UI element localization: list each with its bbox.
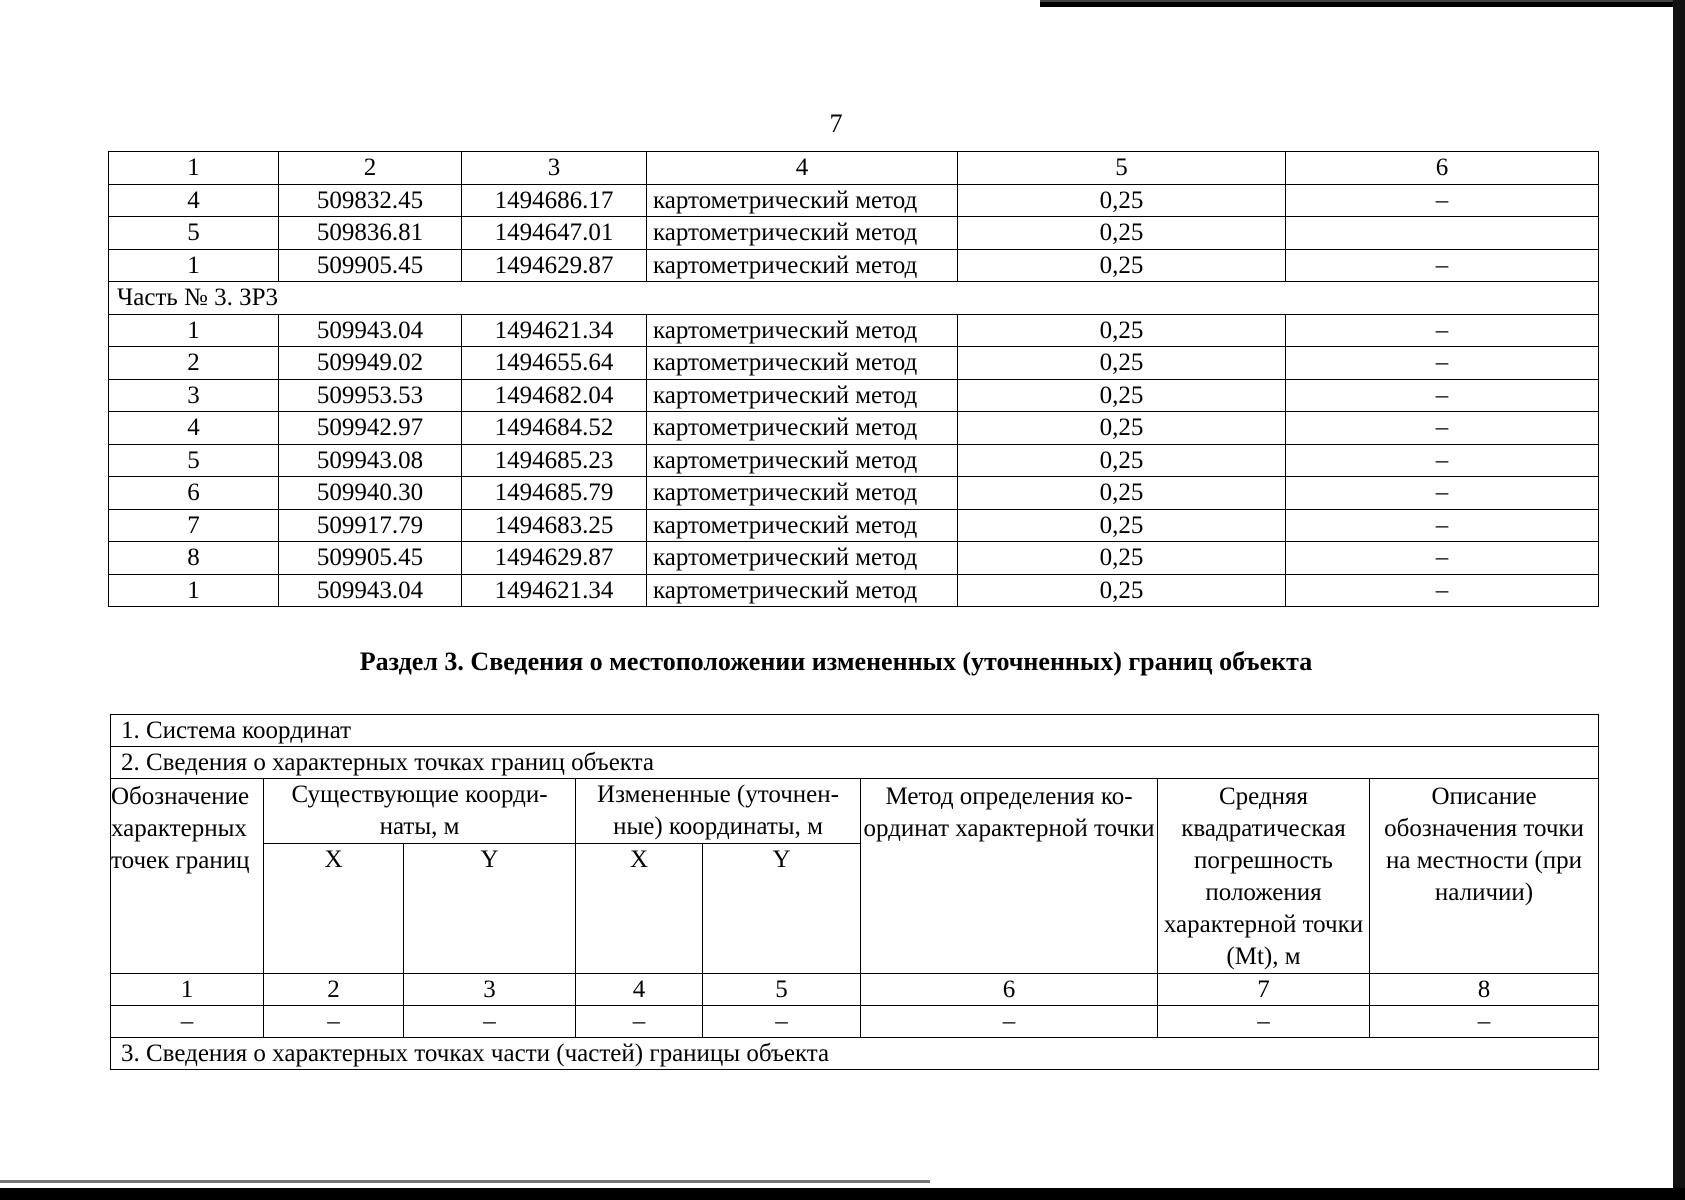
error-header: Средняя квадратическая погрешность положения характерной точки (Mt), м xyxy=(1158,779,1370,974)
existing-coords-header: Существующие коорди- наты, м xyxy=(264,779,576,844)
parts-info-row xyxy=(111,1038,1599,1070)
point-number: 5 xyxy=(109,444,279,477)
error-value: 0,25 xyxy=(958,444,1286,477)
point-number: 2 xyxy=(109,347,279,380)
points-info-row xyxy=(111,747,1599,779)
error-value: 0,25 xyxy=(958,509,1286,542)
column-header: 4 xyxy=(647,152,958,185)
dash-cell: – xyxy=(1370,1006,1599,1038)
coordinates-table xyxy=(108,151,1599,607)
column-number-row xyxy=(111,974,1599,1006)
table-row xyxy=(109,574,1599,607)
method: картометрический метод xyxy=(647,217,958,250)
point-number: 5 xyxy=(109,217,279,250)
table-row xyxy=(109,314,1599,347)
dash-cell: – xyxy=(111,1006,264,1038)
table-row xyxy=(109,249,1599,282)
error-value: 0,25 xyxy=(958,249,1286,282)
x-coordinate: 509905.45 xyxy=(279,542,462,575)
y-coordinate: 1494629.87 xyxy=(462,542,647,575)
error-value: 0,25 xyxy=(958,314,1286,347)
y-coordinate: 1494683.25 xyxy=(462,509,647,542)
description: – xyxy=(1286,477,1599,510)
method: картометрический метод xyxy=(647,249,958,282)
y-coordinate: 1494629.87 xyxy=(462,249,647,282)
x-coordinate: 509953.53 xyxy=(279,379,462,412)
y-coordinate: 1494682.04 xyxy=(462,379,647,412)
x-coordinate: 509943.04 xyxy=(279,314,462,347)
table-row xyxy=(109,542,1599,575)
point-number: 1 xyxy=(109,574,279,607)
points-info-label: 2. Сведения о характерных точках границ объекта xyxy=(111,747,1599,779)
method: картометрический метод xyxy=(647,347,958,380)
y-coordinate: 1494684.52 xyxy=(462,412,647,445)
point-number: 8 xyxy=(109,542,279,575)
y-changed-header: Y xyxy=(703,844,861,974)
x-coordinate: 509836.81 xyxy=(279,217,462,250)
section-row xyxy=(109,282,1599,315)
coord-system-row xyxy=(111,715,1599,747)
y-coordinate: 1494621.34 xyxy=(462,314,647,347)
dash-cell: – xyxy=(264,1006,404,1038)
table-row xyxy=(109,379,1599,412)
x-changed-header: X xyxy=(576,844,703,974)
col-number: 7 xyxy=(1158,974,1370,1006)
header-row xyxy=(109,152,1599,185)
method: картометрический метод xyxy=(647,542,958,575)
parts-info-label: 3. Сведения о характерных точках части (частей) границы объекта xyxy=(111,1038,1599,1070)
column-header: 5 xyxy=(958,152,1286,185)
column-header: 1 xyxy=(109,152,279,185)
error-value: 0,25 xyxy=(958,574,1286,607)
error-value: 0,25 xyxy=(958,412,1286,445)
method: картометрический метод xyxy=(647,574,958,607)
column-header: 6 xyxy=(1286,152,1599,185)
designation-header: Обозначение характерных точек границ xyxy=(111,779,264,974)
description: – xyxy=(1286,542,1599,575)
method: картометрический метод xyxy=(647,314,958,347)
y-coordinate: 1494621.34 xyxy=(462,574,647,607)
y-coordinate: 1494685.23 xyxy=(462,444,647,477)
point-number: 3 xyxy=(109,379,279,412)
y-coordinate: 1494655.64 xyxy=(462,347,647,380)
description: – xyxy=(1286,347,1599,380)
x-coordinate: 509943.04 xyxy=(279,574,462,607)
description: – xyxy=(1286,412,1599,445)
x-coordinate: 509832.45 xyxy=(279,184,462,217)
method: картометрический метод xyxy=(647,184,958,217)
x-coordinate: 509917.79 xyxy=(279,509,462,542)
x-existing-header: X xyxy=(264,844,404,974)
description xyxy=(1286,217,1599,250)
section-3-heading: Раздел 3. Сведения о местоположении измененных (уточненных) границ объекта xyxy=(359,647,1313,676)
scan-edge-right xyxy=(1673,0,1685,1200)
header-row-1 xyxy=(111,779,1599,844)
point-number: 7 xyxy=(109,509,279,542)
method: картометрический метод xyxy=(647,444,958,477)
dash-cell: – xyxy=(576,1006,703,1038)
x-coordinate: 509940.30 xyxy=(279,477,462,510)
x-coordinate: 509943.08 xyxy=(279,444,462,477)
dash-cell: – xyxy=(1158,1006,1370,1038)
method: картометрический метод xyxy=(647,509,958,542)
column-header: 2 xyxy=(279,152,462,185)
x-coordinate: 509949.02 xyxy=(279,347,462,380)
table-row xyxy=(109,217,1599,250)
table-row xyxy=(109,184,1599,217)
col-number: 8 xyxy=(1370,974,1599,1006)
point-number: 1 xyxy=(109,249,279,282)
description: – xyxy=(1286,509,1599,542)
point-number: 1 xyxy=(109,314,279,347)
error-value: 0,25 xyxy=(958,184,1286,217)
point-number: 6 xyxy=(109,477,279,510)
table-row xyxy=(109,347,1599,380)
col-number: 5 xyxy=(703,974,861,1006)
description: – xyxy=(1286,444,1599,477)
y-coordinate: 1494686.17 xyxy=(462,184,647,217)
changed-coords-header: Измененные (уточнен- ные) координаты, м xyxy=(576,779,861,844)
y-existing-header: Y xyxy=(404,844,576,974)
description: – xyxy=(1286,574,1599,607)
col-number: 1 xyxy=(111,974,264,1006)
method: картометрический метод xyxy=(647,379,958,412)
col-number: 2 xyxy=(264,974,404,1006)
x-coordinate: 509942.97 xyxy=(279,412,462,445)
scan-edge-top-thin xyxy=(1040,0,1685,2)
column-header: 3 xyxy=(462,152,647,185)
y-coordinate: 1494647.01 xyxy=(462,217,647,250)
page-number: 7 xyxy=(829,109,843,138)
point-number: 4 xyxy=(109,412,279,445)
table-row xyxy=(109,477,1599,510)
table-row xyxy=(109,509,1599,542)
error-value: 0,25 xyxy=(958,542,1286,575)
error-value: 0,25 xyxy=(958,217,1286,250)
col-number: 6 xyxy=(861,974,1158,1006)
x-coordinate: 509905.45 xyxy=(279,249,462,282)
coord-system-label: 1. Система координат xyxy=(111,715,1599,747)
table-row xyxy=(109,444,1599,477)
point-number: 4 xyxy=(109,184,279,217)
method: картометрический метод xyxy=(647,412,958,445)
dash-row xyxy=(111,1006,1599,1038)
scan-edge-bottom-grey xyxy=(0,1180,930,1183)
changed-boundaries-table xyxy=(110,714,1599,1070)
error-value: 0,25 xyxy=(958,347,1286,380)
method-header: Метод определения ко- ординат характерной точки xyxy=(861,779,1158,974)
description-header: Описание обозначения точки на местности (при наличии) xyxy=(1370,779,1599,974)
dash-cell: – xyxy=(404,1006,576,1038)
description: – xyxy=(1286,184,1599,217)
col-number: 4 xyxy=(576,974,703,1006)
y-coordinate: 1494685.79 xyxy=(462,477,647,510)
dash-cell: – xyxy=(861,1006,1158,1038)
description: – xyxy=(1286,314,1599,347)
section-label: Часть № 3. ЗР3 xyxy=(109,282,1599,315)
error-value: 0,25 xyxy=(958,379,1286,412)
scan-edge-bottom xyxy=(0,1188,1685,1200)
description: – xyxy=(1286,379,1599,412)
dash-cell: – xyxy=(703,1006,861,1038)
error-value: 0,25 xyxy=(958,477,1286,510)
col-number: 3 xyxy=(404,974,576,1006)
description: – xyxy=(1286,249,1599,282)
method: картометрический метод xyxy=(647,477,958,510)
table-row xyxy=(109,412,1599,445)
